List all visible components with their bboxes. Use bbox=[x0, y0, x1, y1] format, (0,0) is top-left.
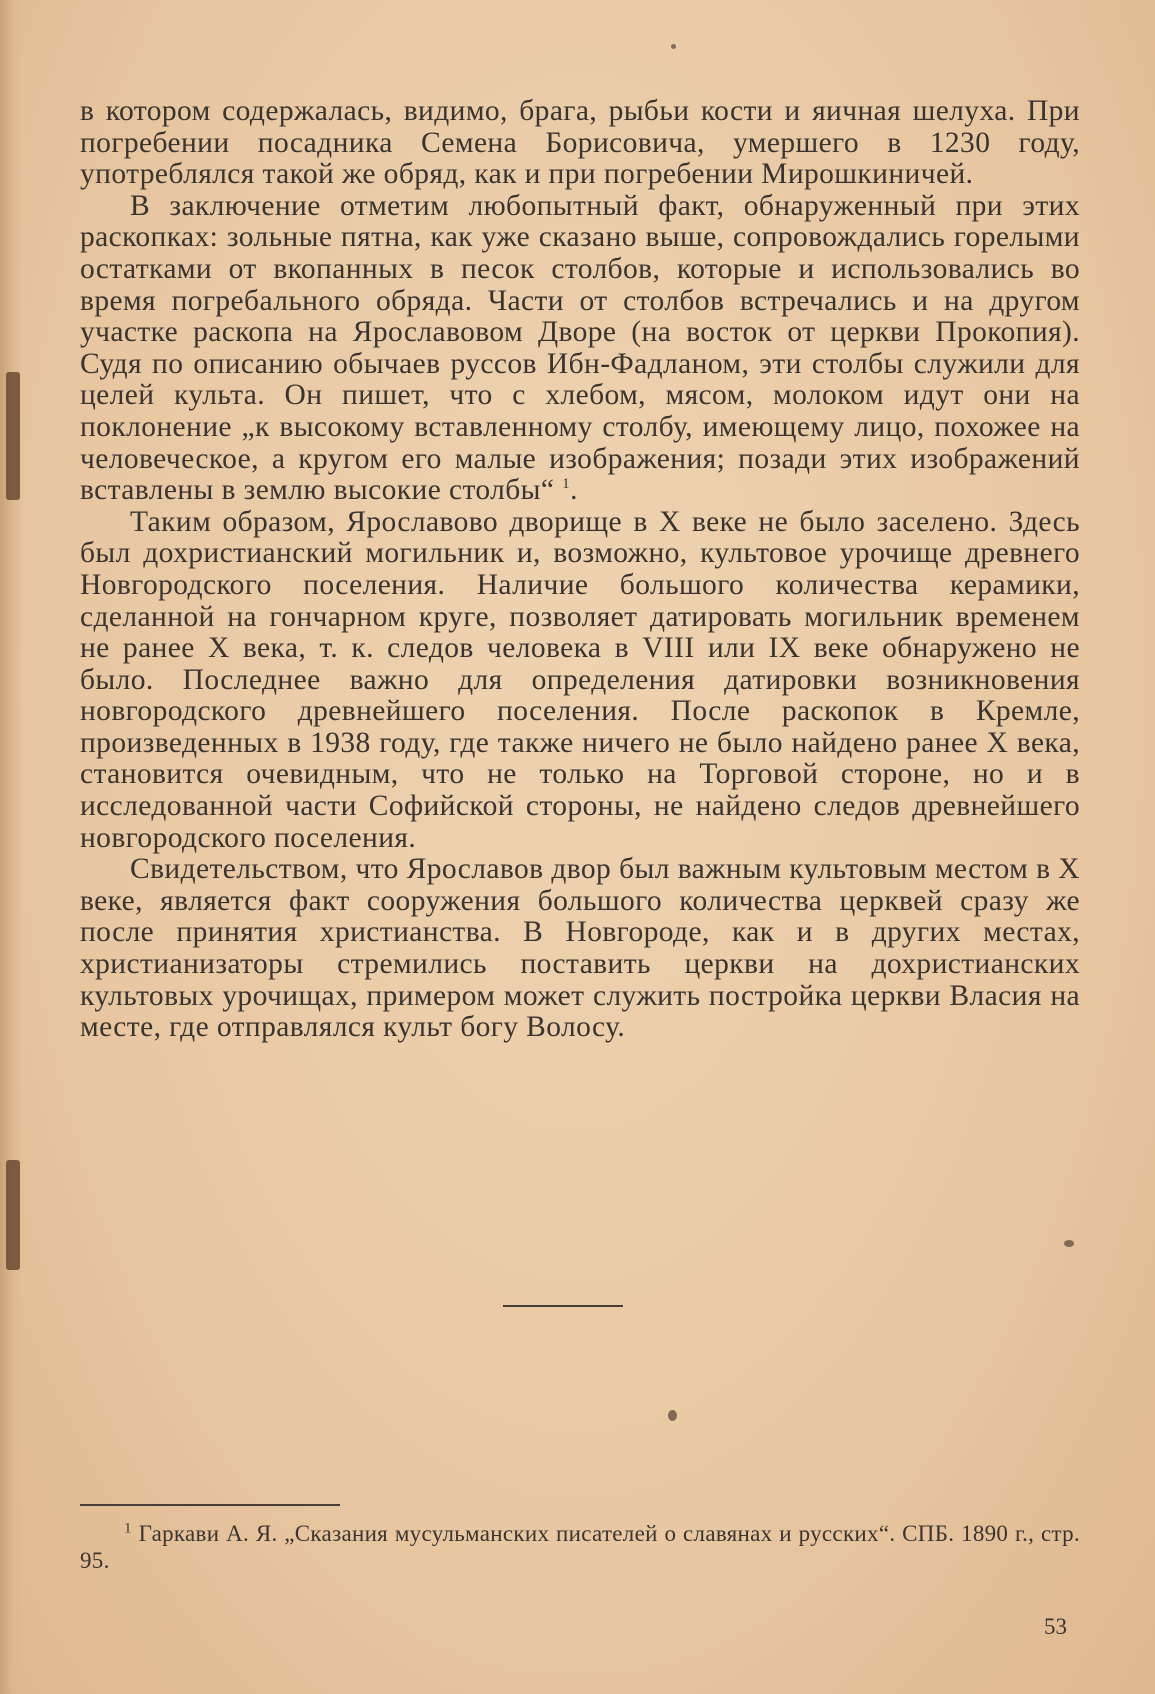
footnote-marker: 1 bbox=[124, 1520, 132, 1537]
ink-speck bbox=[668, 1410, 677, 1421]
ink-speck bbox=[1064, 1240, 1074, 1247]
paragraph: В заключение отметим любопытный факт, обнаруженный при этих раскопках: зольные пятна, как уже сказано выше, сопровождались горелыми остатками от вкопанных в песок столбов, которые и использовались во время погребального обряда. Части от столбов встречались и на другом участке раскопа на Ярославовом Дворе (на восток от церкви Прокопия). Судя по описанию обычаев руссов Ибн-Фадланом, эти столбы служили для целей культа. Он пишет, что с хлебом, мясом, молоком идут они на поклонение „к высокому вставленному столбу, имеющему лицо, похожее на человеческое, а кругом его малые изображения; позади этих изображений вставлены в землю высокие столбы“ $^1$. bbox=[80, 189, 1080, 507]
binding-stain bbox=[6, 372, 20, 500]
footnote-rule bbox=[80, 1504, 340, 1506]
body-text bbox=[80, 96, 1080, 1044]
ink-speck bbox=[671, 44, 676, 49]
paragraph: Таким образом, Ярославово дворище в X веке не было заселено. Здесь был дохристианский могильник и, возможно, культовое урочище древнего Новгородского поселения. Наличие большого количества керамики, сделанной на гончарном круге, позволяет датировать могильник временем не ранее X века, т. к. следов человека в VIII или IX веке обнаружено не было. Последнее важно для определения датировки возникновения новгородского древнейшего поселения. После раскопок в Кремле, произведенных в 1938 году, где также ничего не было найдено ранее X века, становится очевидным, что не только на Торговой стороне, но и в исследованной части Софийской стороны, не найдено следов древнейшего новгородского поселения. bbox=[80, 505, 1080, 854]
footnote-entry bbox=[80, 1520, 1080, 1574]
section-end-rule bbox=[503, 1305, 623, 1307]
binding-stain bbox=[6, 1160, 20, 1270]
paragraph-continuation: в котором содержалась, видимо, брага, рыбьи кости и яичная шелуха. При погребении посадника Семена Борисовича, умершего в 1230 году, употреблялся такой же обряд, как и при погребении Мирошкиничей. bbox=[80, 95, 1080, 191]
footnote-text: Гаркави А. Я. „Сказания мусульманских писателей о славянах и русских“. СПБ. 1890 г., стр. 95. bbox=[80, 1521, 1080, 1573]
footnote-reference: 1 bbox=[562, 476, 571, 493]
paragraph: Свидетельством, что Ярославов двор был важным культовым местом в X веке, является факт сооружения большого количества церквей сразу же после принятия христианства. В Новгороде, как и в других местах, христианизаторы стремились поставить церкви на дохристианских культовых урочищах, примером может служить постройка церкви Власия на месте, где отправлялся культ богу Волосу. bbox=[80, 853, 1080, 1044]
footnote bbox=[80, 1520, 1080, 1574]
page-binding-edge bbox=[0, 0, 22, 1694]
paragraph-text: В заключение отметим любопытный факт, обнаруженный при этих раскопках: зольные пятна, как уже сказано выше, сопровождались горелыми остатками от вкопанных в песок столбов, которые и использовались во время погребального обряда. Части от столбов встречались и на другом участке раскопа на Ярославовом Дворе (на восток от церкви Прокопия). Судя по описанию обычаев руссов Ибн-Фадланом, эти столбы служили для целей культа. Он пишет, что с хлебом, мясом, молоком идут они на поклонение „к высокому вставленному столбу, имеющему лицо, похожее на человеческое, а кругом его малые изображения; позади этих изображений вставлены в землю высокие столбы“ bbox=[80, 189, 1080, 507]
page-number: 53 bbox=[1044, 1614, 1067, 1639]
